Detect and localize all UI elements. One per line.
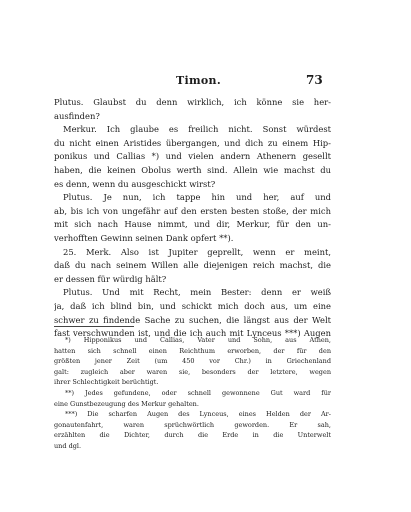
footnote-line: gonautenfahrt, waren sprüchwörtlich geworden. Er sah, xyxy=(54,420,331,429)
page-number: 73 xyxy=(306,73,323,87)
footnote-line: größten jener Zeit (um 450 vor Chr.) in Griechenland xyxy=(54,357,331,366)
text-line: mit sich nach Hause nimmt, und dir, Merkur, für den un- xyxy=(54,219,331,230)
footnote-line: **) Jedes gefundene, oder schnell gewonnene Gut ward für xyxy=(65,388,331,397)
text-line: ponikus und Callias *) und vielen andern Athenern gesellt xyxy=(54,151,331,162)
main-text xyxy=(54,96,331,341)
text-line: haben, die keinen Obolus werth sind. Allein wie machst du xyxy=(54,164,331,175)
footnote-line: ihrer Schlechtigkeit berüchtigt. xyxy=(54,378,159,387)
text-line: ab, bis ich von ungefähr auf den ersten besten stoße, der mich xyxy=(54,205,331,216)
footnote-line: erzählten die Dichter, durch die Erde in die Unterwelt xyxy=(54,431,331,440)
footnote-line: *) Hipponikus und Callias, Vater und Sohn, aus Athen, xyxy=(65,336,331,344)
text-line: ausfinden? xyxy=(54,110,100,121)
text-line: Plutus. Je nun, ich tappe hin und her, auf und xyxy=(63,192,331,203)
text-line: 25. Merk. Also ist Jupiter geprellt, wenn er meint, xyxy=(63,246,331,257)
text-line: fast verschwunden ist, und die ich auch mit Lynceus ***) Augen xyxy=(54,328,331,339)
text-line: Plutus. Glaubst du denn wirklich, ich könne sie her- xyxy=(54,97,331,107)
text-line: Merkur. Ich glaube es freilich nicht. Sonst würdest xyxy=(63,124,331,135)
page-header xyxy=(0,74,411,90)
footnote-line: eine Gunstbezeugung des Merkur gehalten. xyxy=(54,399,199,408)
text-line: er dessen für würdig hält? xyxy=(54,273,167,284)
text-line: du nicht einen Aristides übergangen, und dich zu einem Hip- xyxy=(54,137,331,148)
footnote-rule xyxy=(54,326,134,327)
running-title: Timon. xyxy=(176,74,221,87)
text-line: Plutus. Und mit Recht, mein Bester: denn er weiß xyxy=(63,287,331,298)
text-line: daß du nach seinem Willen alle diejenigen reich machst, die xyxy=(54,260,331,271)
footnote-line: galt: zugleich aber waren sie, besonders der letztere, wegen xyxy=(54,367,331,376)
footnote-line: und dgl. xyxy=(54,441,82,450)
footnote-line: hatten sich schnell einen Reichthum erworben, der für den xyxy=(54,346,331,355)
footnote-line: ***) Die scharfen Augen des Lynceus, eines Helden der Ar- xyxy=(65,410,331,419)
text-line: ja, daß ich blind bin, und schickt mich doch aus, um eine xyxy=(54,300,331,311)
text-line: verhofften Gewinn seinen Dank opfert **). xyxy=(54,232,234,243)
text-line: schwer zu findende Sache zu suchen, die längst aus der Welt xyxy=(54,314,331,325)
footnotes xyxy=(54,326,331,452)
text-line: es denn, wenn du ausgeschickt wirst? xyxy=(54,178,216,189)
